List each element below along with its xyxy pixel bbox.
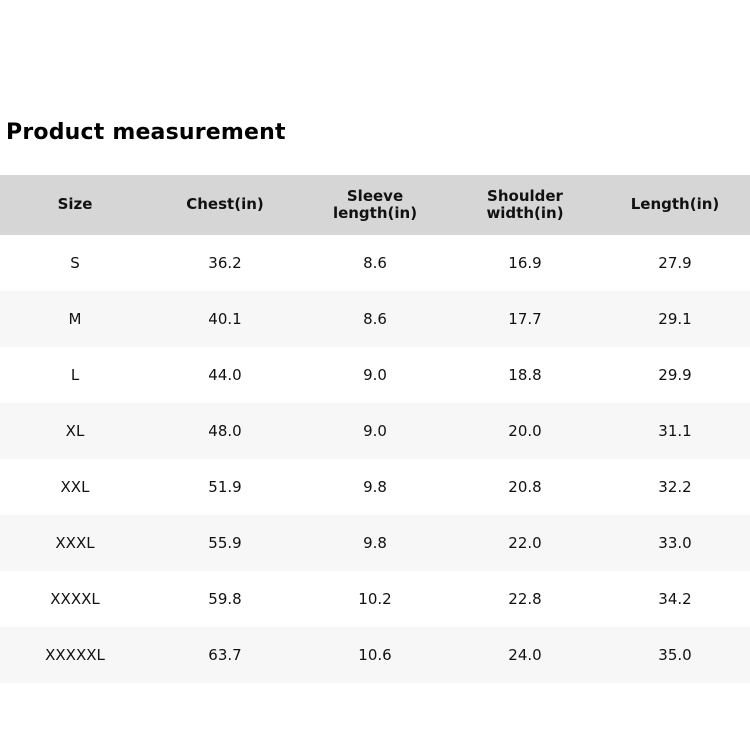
table-header-row bbox=[0, 175, 750, 235]
cell-sleeve-length: 9.8 bbox=[300, 515, 450, 571]
cell-length: 35.0 bbox=[600, 627, 750, 683]
cell-shoulder-width: 20.8 bbox=[450, 459, 600, 515]
cell-sleeve-length: 9.0 bbox=[300, 347, 450, 403]
cell-chest: 48.0 bbox=[150, 403, 300, 459]
cell-size: L bbox=[0, 347, 150, 403]
table-header bbox=[0, 175, 750, 235]
column-header-length-line1: Length(in) bbox=[630, 195, 720, 214]
cell-size: S bbox=[0, 235, 150, 291]
table-body bbox=[0, 235, 750, 683]
table-row bbox=[0, 627, 750, 683]
cell-length: 33.0 bbox=[600, 515, 750, 571]
column-header-chest-line1: Chest(in) bbox=[186, 195, 264, 214]
cell-length: 27.9 bbox=[600, 235, 750, 291]
cell-chest: 63.7 bbox=[150, 627, 300, 683]
cell-shoulder-width: 17.7 bbox=[450, 291, 600, 347]
cell-shoulder-width: 24.0 bbox=[450, 627, 600, 683]
cell-chest: 36.2 bbox=[150, 235, 300, 291]
table-row bbox=[0, 515, 750, 571]
cell-chest: 51.9 bbox=[150, 459, 300, 515]
cell-chest: 44.0 bbox=[150, 347, 300, 403]
column-header-chest bbox=[150, 175, 300, 235]
column-header-size-line1: Size bbox=[57, 195, 93, 214]
table-row bbox=[0, 347, 750, 403]
cell-length: 31.1 bbox=[600, 403, 750, 459]
cell-size: M bbox=[0, 291, 150, 347]
column-header-sleeve-length-line1: Sleeve bbox=[346, 186, 404, 205]
cell-length: 32.2 bbox=[600, 459, 750, 515]
table-row bbox=[0, 291, 750, 347]
cell-size: XXL bbox=[0, 459, 150, 515]
page-title: Product measurement bbox=[6, 120, 286, 145]
column-header-shoulder-width-line2: width(in) bbox=[486, 204, 564, 222]
cell-size: XL bbox=[0, 403, 150, 459]
cell-length: 34.2 bbox=[600, 571, 750, 627]
cell-shoulder-width: 20.0 bbox=[450, 403, 600, 459]
cell-sleeve-length: 9.8 bbox=[300, 459, 450, 515]
column-header-shoulder-width bbox=[450, 175, 600, 235]
column-header-shoulder-width-line1: Shoulder bbox=[487, 186, 563, 205]
column-header-length bbox=[600, 175, 750, 235]
cell-size: XXXL bbox=[0, 515, 150, 571]
cell-chest: 55.9 bbox=[150, 515, 300, 571]
cell-shoulder-width: 16.9 bbox=[450, 235, 600, 291]
cell-sleeve-length: 9.0 bbox=[300, 403, 450, 459]
cell-size: XXXXXL bbox=[0, 627, 150, 683]
cell-shoulder-width: 22.8 bbox=[450, 571, 600, 627]
table-row bbox=[0, 459, 750, 515]
measurement-table-container bbox=[0, 175, 750, 683]
column-header-size bbox=[0, 175, 150, 235]
table-row bbox=[0, 571, 750, 627]
cell-sleeve-length: 8.6 bbox=[300, 235, 450, 291]
cell-length: 29.1 bbox=[600, 291, 750, 347]
cell-sleeve-length: 10.2 bbox=[300, 571, 450, 627]
table-row bbox=[0, 403, 750, 459]
column-header-sleeve-length bbox=[300, 175, 450, 235]
cell-length: 29.9 bbox=[600, 347, 750, 403]
column-header-sleeve-length-line2: length(in) bbox=[332, 204, 418, 222]
cell-chest: 59.8 bbox=[150, 571, 300, 627]
cell-chest: 40.1 bbox=[150, 291, 300, 347]
table-row bbox=[0, 235, 750, 291]
cell-size: XXXXL bbox=[0, 571, 150, 627]
cell-shoulder-width: 22.0 bbox=[450, 515, 600, 571]
measurement-table bbox=[0, 175, 750, 683]
cell-shoulder-width: 18.8 bbox=[450, 347, 600, 403]
cell-sleeve-length: 10.6 bbox=[300, 627, 450, 683]
cell-sleeve-length: 8.6 bbox=[300, 291, 450, 347]
